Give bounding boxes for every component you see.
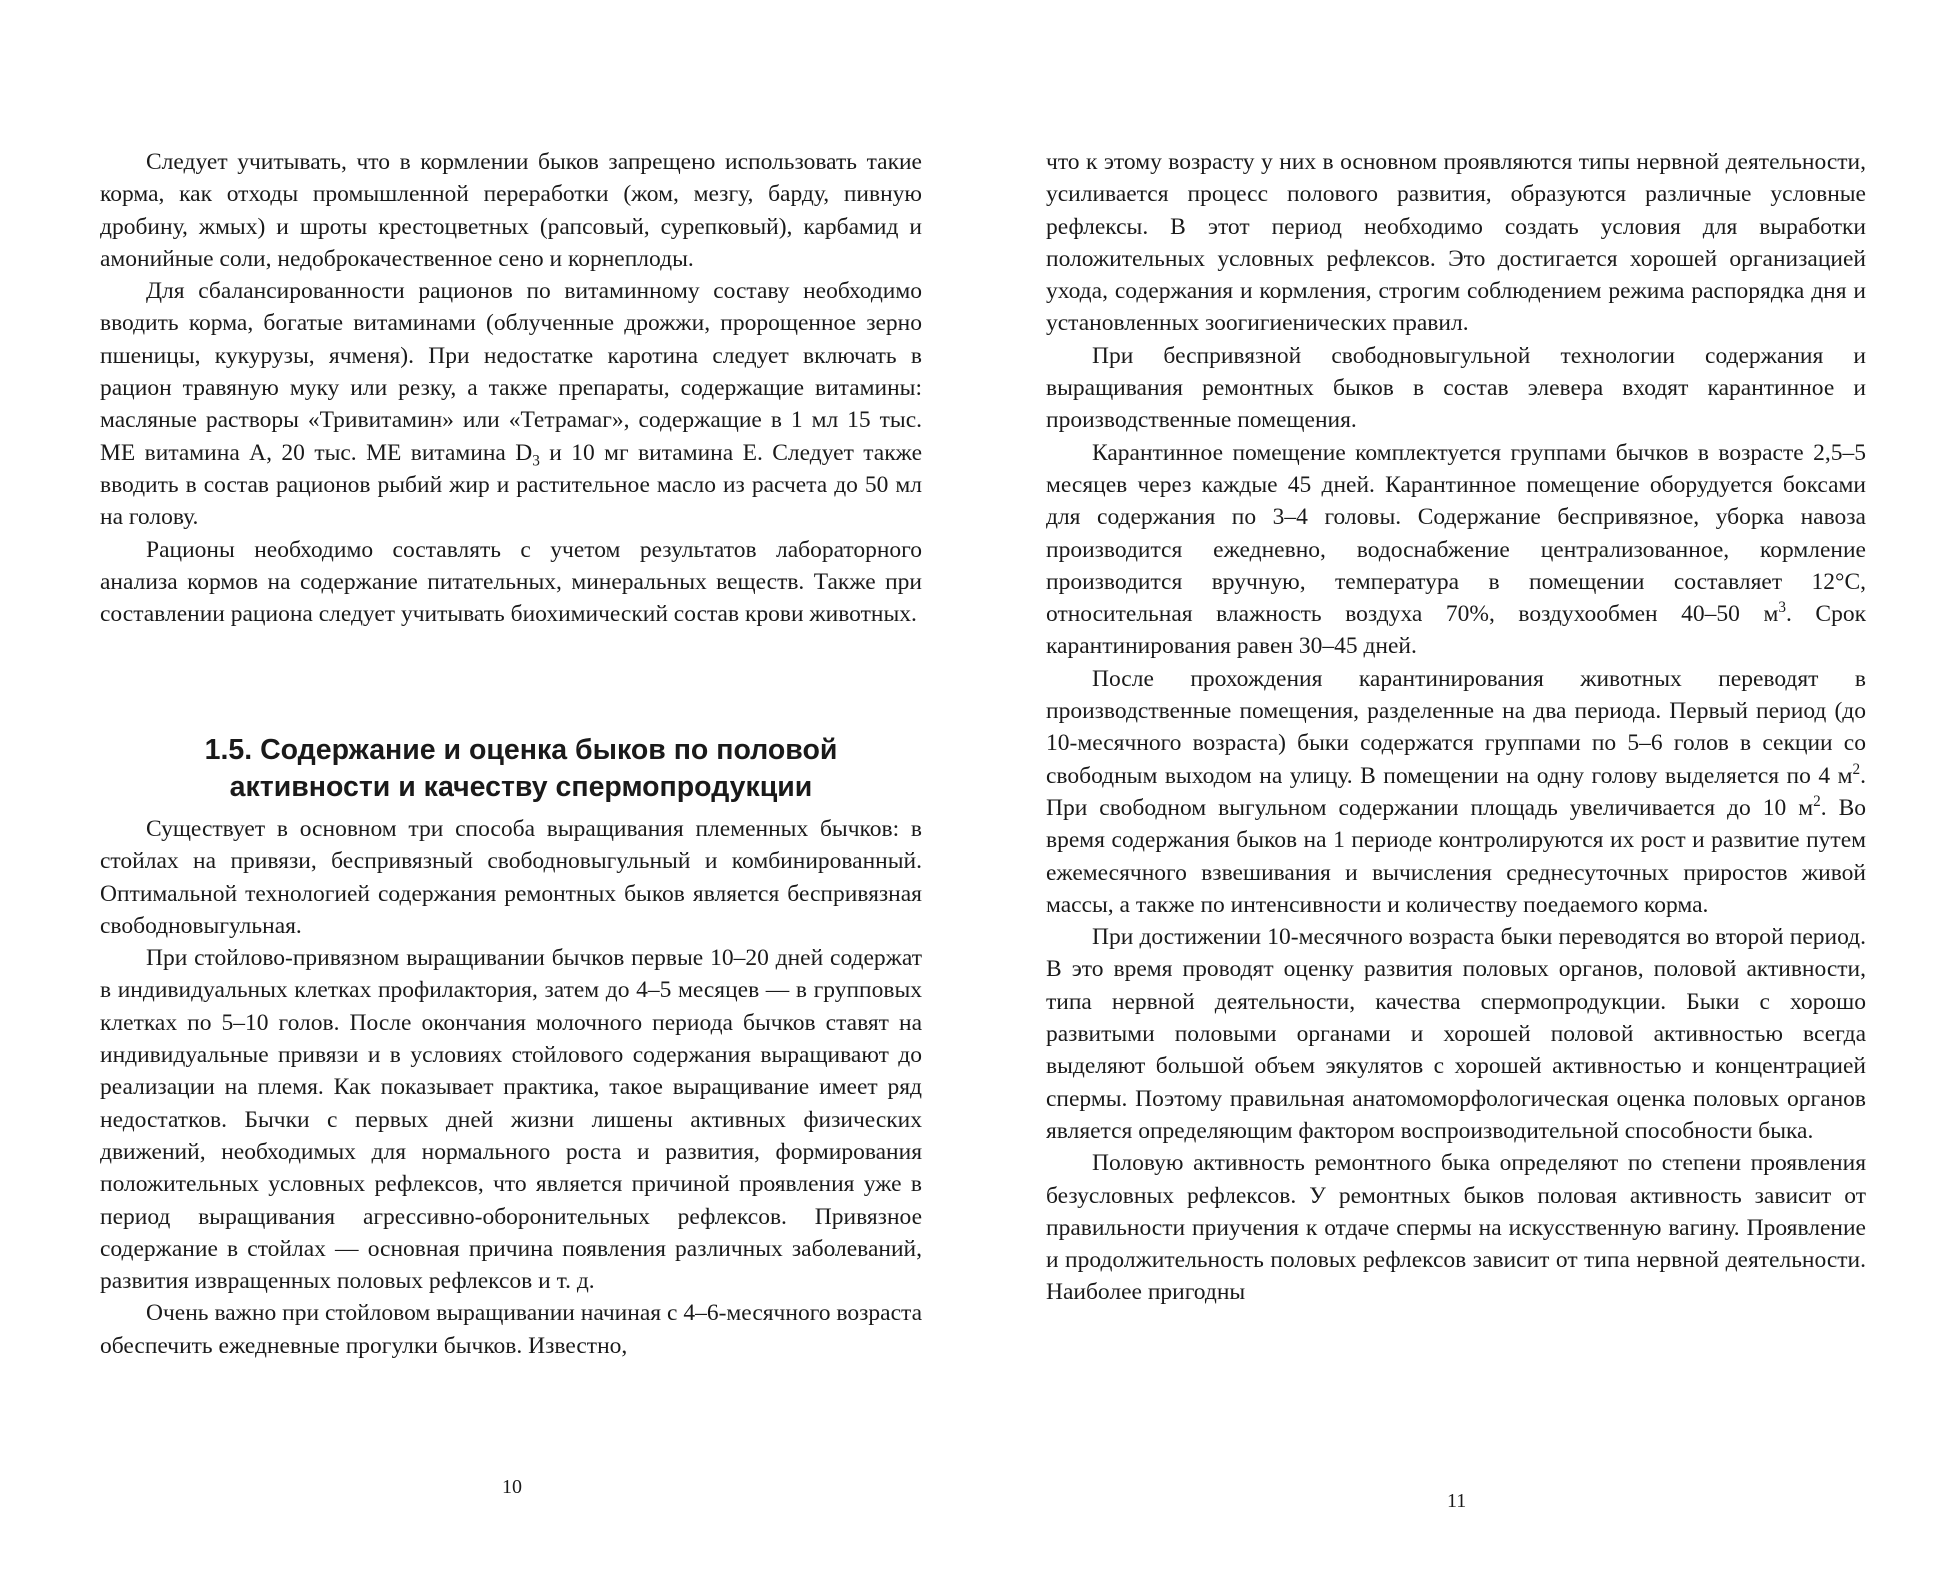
heading-line: 1.5. Содержание и оценка быков по половой [204,734,838,766]
superscript: 2 [1813,793,1821,811]
subscript: 3 [532,452,540,470]
paragraph-text: и 10 мг витамина Е. Следует также вводить в состав рационов рыбий жир и растительное масло из расчета до 50 мл на голову. [100,439,922,531]
paragraph: При стойлово-привязном выращивании бычков первые 10–20 дней содержат в индивидуальных клетках профилактория, затем до 4–5 месяцев — в групповых клетках по 5–10 голов. После окончания молочного периода бычков ставят на индивидуальные привязи и в условиях стойлового содержания выращивают до реализации на племя. Как показывает практика, такое выращивание имеет ряд недостатков. Бычки с первых дней жизни лишены активных физических движений, необходимых для нормального роста и развития, формирования положительных условных рефлексов, что является причиной проявления уже в период выращивания агрессивно-оборонительных рефлексов. Привязное содержание в стойлах — основная причина появления различных заболеваний, развития извращенных половых рефлексов и т. д. [100,945,922,1295]
paragraph: Следует учитывать, что в кормлении быков запрещено использовать такие корма, как отходы промышленной переработки (жом, мезгу, барду, пивную дробину, жмых) и шроты крестоцветных (рапсовый, сурепковый), карбамид и амонийные соли, недоброкачественное сено и корнеплоды. [100,149,922,272]
paragraph: Очень важно при стойловом выращивании начиная с 4–6-месячного возраста обеспечить ежедневные прогулки бычков. Известно, [100,1300,922,1359]
paragraph-text: Для сбалансированности рационов по витаминному составу необходимо вводить корма, богатые витаминами (облученные дрожжи, пророщенное зерно пшеницы, кукурузы, ячменя). При недостатке каротина следует включать в рацион травяную муку или резку, а также препараты, содержащие витамины: масляные растворы «Тривитамин» или «Тетрамаг», содержащие в 1 мл 15 тыс. МЕ витамина А, 20 тыс. МЕ витамина D [100,278,922,466]
heading-line: активности и качеству спермопродукции [229,771,813,803]
paragraph-text: . При свободном выгульном содержании площадь увеличивается до 10 м [1046,762,1866,821]
right-page-text [1046,146,1866,1309]
paragraph [1046,437,1866,663]
paragraph: При беспривязной свободновыгульной технологии содержания и выращивания ремонтных быков в состав элевера входят карантинное и производственные помещения. [1046,342,1866,434]
left-page-text-bottom [100,813,922,1362]
paragraph: Половую активность ремонтного быка определяют по степени проявления безусловных рефлексов. У ремонтных быков половая активность зависит от правильности приучения к отдаче спермы на искусственную вагину. Проявление и продолжительность половых рефлексов зависит от типа нервной деятельности. Наиболее пригодны [1046,1150,1866,1306]
left-page [100,0,922,1580]
superscript: 2 [1852,760,1861,778]
paragraph [1046,663,1866,921]
paragraph: Рационы необходимо составлять с учетом результатов лабораторного анализа кормов на содержание питательных, минеральных веществ. Также при составлении рациона следует учитывать биохимический состав крови животных. [100,536,922,628]
paragraph [100,275,922,533]
page-number: 10 [502,1476,522,1498]
superscript: 3 [1778,599,1786,617]
paragraph: При достижении 10-месячного возраста быки переводятся во второй период. В это время проводят оценку развития половых органов, половой активности, типа нервной деятельности, качества спермопродукции. Быки с хорошо развитыми половыми органами и хорошей половой активностью всегда выделяют большой объем эякулятов с хорошей активностью и концентрацией спермы. Поэтому правильная анатомоморфологическая оценка половых органов является определяющим фактором воспроизводительной способности быка. [1046,924,1866,1144]
paragraph: что к этому возрасту у них в основном проявляются типы нервной деятельности, усиливается процесс полового развития, образуются различные условные рефлексы. В этот период необходимо создать условия для выработки положительных условных рефлексов. Это достигается хорошей организацией ухода, содержания и кормления, строгим соблюдением режима распорядка дня и установленных зоогигиенических правил. [1046,149,1866,337]
section-heading [100,732,922,806]
paragraph-text: Карантинное помещение комплектуется группами бычков в возрасте 2,5–5 месяцев через каждые 45 дней. Карантинное помещение оборудуется боксами для содержания по 3–4 головы. Содержание беспривязное, уборка навоза производится ежедневно, водоснабжение централизованное, кормление производится вручную, температура в помещении составляет 12°С, относительная влажность воздуха 70%, воздухообмен 40–50 м [1046,439,1866,628]
right-page [1046,0,1866,1580]
paragraph: Существует в основном три способа выращивания племенных бычков: в стойлах на привязи, беспривязный свободновыгульный и комбинированный. Оптимальной технологией содержания ремонтных быков является беспривязная свободновыгульная. [100,816,922,939]
paragraph-text: . Во время содержания быков на 1 периоде контролируются их рост и развитие путем ежемесячного взвешивания и вычисления среднесуточных приростов живой массы, а также по интенсивности и количеству поедаемого корма. [1046,794,1866,918]
page-number: 11 [1447,1490,1467,1512]
paragraph-text: . Срок карантинирования равен 30–45 дней. [1046,601,1867,660]
left-page-text-top [100,146,922,630]
paragraph-text: После прохождения карантинирования животных переводят в производственные помещения, разделенные на два периода. Первый период (до 10-месячного возраста) быки содержатся группами по 5–6 голов в секции со свободным выходом на улицу. В помещении на одну голову выделяется по 4 м [1046,665,1866,789]
